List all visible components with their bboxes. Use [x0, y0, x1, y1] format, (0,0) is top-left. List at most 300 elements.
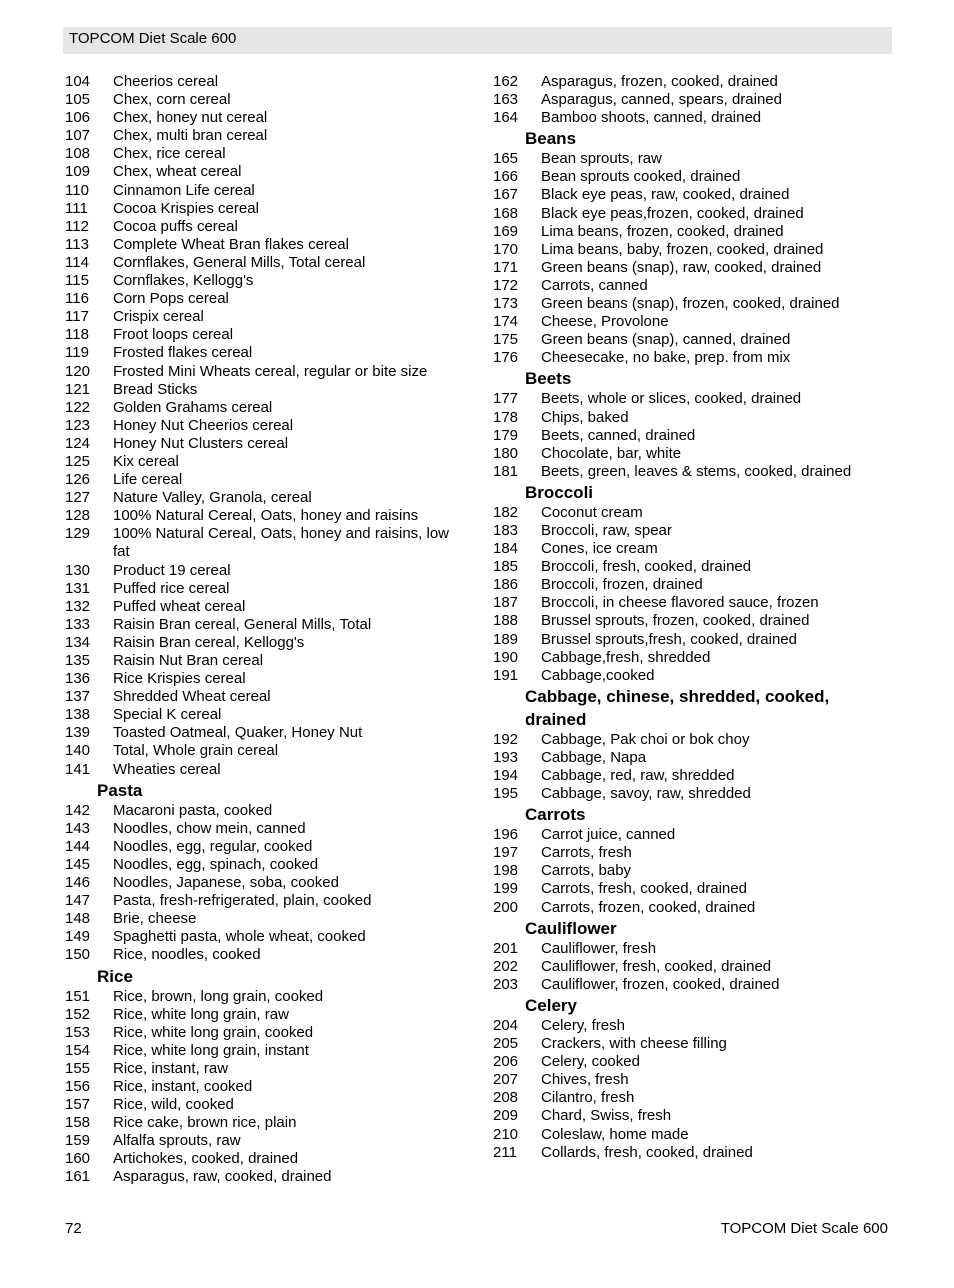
- food-name: Raisin Bran cereal, General Mills, Total: [113, 615, 372, 633]
- category-heading: Cauliflower: [525, 918, 617, 938]
- food-name: Rice, instant, raw: [113, 1059, 229, 1077]
- food-list-item: [493, 223, 893, 241]
- food-name: Noodles, chow mein, canned: [113, 819, 306, 837]
- food-name: Green beans (snap), frozen, cooked, drained: [541, 295, 840, 313]
- food-list-item: [493, 649, 893, 667]
- food-name: Puffed rice cereal: [113, 579, 230, 597]
- food-list-item: [493, 349, 893, 367]
- food-list-item: [493, 73, 893, 91]
- food-name: Chex, wheat cereal: [113, 163, 242, 181]
- food-list-item: [493, 1017, 893, 1035]
- food-code: 191: [493, 666, 519, 684]
- food-list-item: [65, 724, 465, 742]
- food-list-item: [493, 558, 893, 576]
- food-code: 129: [65, 525, 91, 543]
- food-list-item: [493, 1144, 893, 1162]
- food-name: Cauliflower, fresh, cooked, drained: [541, 957, 772, 975]
- food-list-item: [493, 631, 893, 649]
- food-list-item: [65, 1060, 465, 1078]
- food-list-item: [65, 218, 465, 236]
- food-list-item: [493, 463, 893, 481]
- food-code: 141: [65, 760, 91, 778]
- food-code: 165: [493, 150, 519, 168]
- food-name: Cabbage, Pak choi or bok choy: [541, 730, 750, 748]
- food-list-item: [65, 200, 465, 218]
- food-name: Cabbage, red, raw, shredded: [541, 767, 735, 784]
- food-code: 127: [65, 489, 91, 507]
- food-code: 199: [493, 880, 519, 898]
- food-list-item: [493, 1126, 893, 1144]
- food-name: Chex, multi bran cereal: [113, 127, 268, 145]
- food-list-item: [493, 899, 893, 917]
- food-code: 177: [493, 390, 519, 408]
- food-code: 170: [493, 240, 519, 258]
- food-name: Carrot juice, canned: [541, 826, 676, 844]
- food-code: 107: [65, 127, 91, 145]
- food-list-item: [65, 802, 465, 820]
- food-code: 194: [493, 767, 519, 784]
- food-code: 143: [65, 819, 91, 837]
- food-code: 128: [65, 507, 91, 525]
- food-name: Rice, noodles, cooked: [113, 946, 261, 964]
- food-name: Corn Pops cereal: [113, 290, 229, 308]
- food-list-item: [493, 958, 893, 976]
- food-code: 142: [65, 801, 91, 819]
- food-list-item: [493, 731, 893, 749]
- food-name: Honey Nut Clusters cereal: [113, 434, 289, 452]
- food-list-item: [65, 1114, 465, 1132]
- category-heading: Beans: [525, 129, 577, 149]
- food-code: 197: [493, 844, 519, 862]
- food-code: 154: [65, 1041, 91, 1059]
- food-name: Alfalfa sprouts, raw: [113, 1132, 241, 1150]
- food-name: Broccoli, fresh, cooked, drained: [541, 558, 752, 576]
- food-list-item: [65, 670, 465, 688]
- food-list-item: [65, 820, 465, 838]
- food-list-item: [493, 880, 893, 898]
- food-list-item: [65, 344, 465, 362]
- food-code: 166: [493, 168, 519, 186]
- food-list-item: [493, 594, 893, 612]
- food-name: Wheaties cereal: [113, 760, 221, 778]
- food-list-item: [65, 525, 465, 561]
- food-code: 137: [65, 688, 91, 706]
- food-list-item: [65, 874, 465, 892]
- food-list-item: [65, 236, 465, 254]
- food-name: Black eye peas,frozen, cooked, drained: [541, 204, 804, 222]
- food-code: 112: [65, 217, 89, 235]
- food-name: Cauliflower, fresh: [541, 939, 657, 957]
- food-name: Beets, whole or slices, cooked, drained: [541, 390, 802, 408]
- food-list-item: [493, 91, 893, 109]
- food-code: 119: [65, 344, 89, 362]
- food-name: Rice, brown, long grain, cooked: [113, 987, 324, 1005]
- food-name: Lima beans, baby, frozen, cooked, drained: [541, 240, 824, 258]
- food-code: 105: [65, 91, 91, 109]
- food-list-item: [65, 580, 465, 598]
- food-code: 175: [493, 331, 519, 349]
- food-list-item: [493, 1089, 893, 1107]
- food-list-item: [65, 1096, 465, 1114]
- food-list-item: [493, 940, 893, 958]
- food-code: 196: [493, 826, 519, 844]
- food-code: 161: [65, 1168, 91, 1186]
- food-code: 168: [493, 204, 519, 222]
- food-list-item: [65, 946, 465, 964]
- food-code: 151: [65, 987, 91, 1005]
- food-list-item: [493, 844, 893, 862]
- food-code: 133: [65, 615, 91, 633]
- food-list-item: [493, 259, 893, 277]
- food-code: 193: [493, 748, 519, 766]
- food-name: Artichokes, cooked, drained: [113, 1150, 299, 1168]
- food-list-item: [493, 331, 893, 349]
- food-name: Beets, canned, drained: [541, 426, 696, 444]
- food-name: Carrots, frozen, cooked, drained: [541, 898, 756, 916]
- food-name: Rice, wild, cooked: [113, 1096, 234, 1114]
- food-name: Rice Krispies cereal: [113, 670, 246, 688]
- food-list-item: [493, 540, 893, 558]
- food-code: 202: [493, 957, 519, 975]
- food-list-item: [493, 445, 893, 463]
- category-heading: Rice: [97, 966, 133, 986]
- food-code: 156: [65, 1077, 91, 1095]
- food-name: Cornflakes, General Mills, Total cereal: [113, 253, 366, 271]
- page-number: 72: [65, 1220, 82, 1237]
- food-list-item: [493, 390, 893, 408]
- food-code: 116: [65, 290, 89, 308]
- food-code: 136: [65, 670, 91, 688]
- food-name: Broccoli, in cheese flavored sauce, frozen: [541, 594, 819, 612]
- food-list-item: [65, 562, 465, 580]
- food-code: 210: [493, 1125, 519, 1143]
- food-name: Cabbage, savoy, raw, shredded: [541, 785, 751, 803]
- food-code: 163: [493, 91, 519, 109]
- food-code: 124: [65, 434, 91, 452]
- food-name: Cheerios cereal: [113, 73, 219, 90]
- food-name: Asparagus, frozen, cooked, drained: [541, 73, 778, 90]
- food-name: Carrots, fresh, cooked, drained: [541, 880, 747, 898]
- food-list-item: [65, 127, 465, 145]
- food-list-item: [65, 910, 465, 928]
- food-name: Total, Whole grain cereal: [113, 742, 279, 760]
- food-name: Green beans (snap), canned, drained: [541, 331, 791, 349]
- food-code: 125: [65, 452, 91, 470]
- food-code: 122: [65, 398, 91, 416]
- food-list-item: [65, 1150, 465, 1168]
- food-code: 201: [493, 939, 519, 957]
- food-name: Cabbage,fresh, shredded: [541, 648, 711, 666]
- category-heading: Pasta: [97, 780, 143, 800]
- food-list-item: [65, 598, 465, 616]
- food-code: 208: [493, 1089, 519, 1107]
- food-name: Coleslaw, home made: [541, 1125, 689, 1143]
- food-name: Nature Valley, Granola, cereal: [113, 489, 312, 507]
- food-code: 145: [65, 855, 91, 873]
- food-code: 172: [493, 276, 519, 294]
- food-code: 150: [65, 946, 91, 964]
- food-name: Chard, Swiss, fresh: [541, 1107, 672, 1125]
- food-list-item: [65, 988, 465, 1006]
- food-code: 209: [493, 1107, 519, 1125]
- food-name: Collards, fresh, cooked, drained: [541, 1143, 753, 1161]
- food-list-item: [493, 749, 893, 767]
- food-name: Lima beans, frozen, cooked, drained: [541, 222, 784, 240]
- food-name: Carrots, canned: [541, 276, 648, 294]
- food-code: 183: [493, 521, 519, 539]
- food-code: 118: [65, 326, 89, 344]
- food-name: Noodles, egg, spinach, cooked: [113, 855, 319, 873]
- food-list-item: [65, 634, 465, 652]
- food-list-item: [65, 91, 465, 109]
- food-name: Pasta, fresh-refrigerated, plain, cooked: [113, 892, 372, 910]
- food-list-item: [65, 381, 465, 399]
- food-list-item: [493, 150, 893, 168]
- food-code: 167: [493, 186, 519, 204]
- food-list-item: [493, 409, 893, 427]
- food-name: Asparagus, raw, cooked, drained: [113, 1168, 332, 1186]
- category-heading: Celery: [525, 995, 577, 1015]
- food-name: Chex, rice cereal: [113, 145, 226, 163]
- header-title: TOPCOM Diet Scale 600: [69, 30, 237, 47]
- food-name: Chex, corn cereal: [113, 91, 231, 109]
- food-code: 195: [493, 785, 519, 803]
- category-heading: Broccoli: [525, 482, 594, 502]
- food-name: Rice, white long grain, cooked: [113, 1023, 314, 1041]
- food-code: 144: [65, 837, 91, 855]
- food-list-item: [65, 1078, 465, 1096]
- food-code: 123: [65, 416, 91, 434]
- food-name: Rice cake, brown rice, plain: [113, 1114, 297, 1132]
- food-list-item: [65, 163, 465, 181]
- food-code: 152: [65, 1005, 91, 1023]
- food-name: Cilantro, fresh: [541, 1089, 635, 1107]
- food-name: Cocoa Krispies cereal: [113, 199, 259, 217]
- food-name: Raisin Bran cereal, Kellogg's: [113, 633, 305, 651]
- food-list-item: [493, 313, 893, 331]
- food-code: 106: [65, 109, 91, 127]
- food-list-item: [493, 1071, 893, 1089]
- food-code: 134: [65, 633, 91, 651]
- food-code: 174: [493, 313, 519, 331]
- food-list-item: [493, 205, 893, 223]
- food-code: 147: [65, 892, 91, 910]
- food-code: 111: [65, 199, 88, 217]
- food-list-item: [65, 435, 465, 453]
- food-name: Coconut cream: [541, 503, 643, 521]
- food-code: 140: [65, 742, 91, 760]
- food-code: 138: [65, 706, 91, 724]
- food-name: Cauliflower, frozen, cooked, drained: [541, 975, 780, 993]
- food-name: Rice, instant, cooked: [113, 1077, 253, 1095]
- food-name: Honey Nut Cheerios cereal: [113, 416, 294, 434]
- food-list-item: [65, 1042, 465, 1060]
- food-code: 171: [493, 258, 519, 276]
- food-list-item: [65, 417, 465, 435]
- food-code: 130: [65, 561, 91, 579]
- food-name: Chocolate, bar, white: [541, 444, 682, 462]
- food-code: 187: [493, 594, 519, 612]
- food-list-item: [493, 667, 893, 685]
- food-name: Rice, white long grain, instant: [113, 1041, 309, 1059]
- food-code: 178: [493, 408, 519, 426]
- food-code: 155: [65, 1059, 91, 1077]
- food-list-item: [65, 1132, 465, 1150]
- food-code: 120: [65, 362, 91, 380]
- food-name: Froot loops cereal: [113, 326, 234, 344]
- category-heading: Beets: [525, 369, 572, 389]
- food-name: Cheese, Provolone: [541, 313, 669, 331]
- food-list-item: [65, 308, 465, 326]
- food-name: Cabbage,cooked: [541, 666, 655, 684]
- food-name: Macaroni pasta, cooked: [113, 801, 273, 819]
- food-name: Cocoa puffs cereal: [113, 217, 238, 235]
- food-list-item: [493, 186, 893, 204]
- food-list-item: [493, 1053, 893, 1071]
- food-name: Noodles, Japanese, soba, cooked: [113, 874, 339, 892]
- food-name: Crispix cereal: [113, 308, 204, 326]
- food-name: Bamboo shoots, canned, drained: [541, 109, 762, 127]
- food-name: Cheesecake, no bake, prep. from mix: [541, 349, 791, 367]
- food-list-item: [65, 838, 465, 856]
- food-list-item: [493, 576, 893, 594]
- food-name: Complete Wheat Bran flakes cereal: [113, 235, 349, 253]
- food-code: 104: [65, 73, 91, 90]
- food-list-item: [493, 767, 893, 785]
- food-list-item: [493, 976, 893, 994]
- food-code: 139: [65, 724, 91, 742]
- food-code: 190: [493, 648, 519, 666]
- food-code: 192: [493, 730, 519, 748]
- food-list-item: [65, 73, 465, 91]
- food-code: 180: [493, 444, 519, 462]
- food-name: Bean sprouts, raw: [541, 150, 662, 168]
- food-code: 159: [65, 1132, 91, 1150]
- food-name: Raisin Nut Bran cereal: [113, 652, 264, 669]
- food-list-item: [493, 862, 893, 880]
- food-code: 121: [65, 380, 91, 398]
- food-code: 114: [65, 253, 89, 271]
- food-code: 113: [65, 235, 89, 253]
- food-list-item: [65, 761, 465, 779]
- food-name: Cones, ice cream: [541, 540, 658, 558]
- food-list-left-column: [65, 73, 465, 1187]
- food-list-item: [65, 652, 465, 670]
- food-list-item: [493, 785, 893, 803]
- food-code: 203: [493, 975, 519, 993]
- food-list-item: [65, 489, 465, 507]
- food-list-item: [493, 277, 893, 295]
- food-name: Product 19 cereal: [113, 561, 231, 579]
- food-list-item: [65, 616, 465, 634]
- food-list-item: [65, 1024, 465, 1042]
- food-list-item: [65, 326, 465, 344]
- food-code: 186: [493, 576, 519, 594]
- food-code: 117: [65, 308, 89, 326]
- food-name: Brussel sprouts, frozen, cooked, drained: [541, 612, 810, 630]
- food-name: Golden Grahams cereal: [113, 398, 273, 416]
- food-code: 181: [493, 462, 519, 480]
- food-code: 169: [493, 222, 519, 240]
- food-list-right-column: [493, 73, 893, 1162]
- food-name: Puffed wheat cereal: [113, 597, 246, 615]
- food-list-item: [493, 504, 893, 522]
- food-name: Special K cereal: [113, 706, 222, 724]
- food-list-item: [65, 182, 465, 200]
- category-heading: Cabbage, chinese, shredded, cooked, drained: [525, 686, 830, 729]
- food-list-item: [65, 272, 465, 290]
- food-code: 146: [65, 874, 91, 892]
- food-list-item: [493, 1107, 893, 1125]
- food-code: 188: [493, 612, 519, 630]
- category-heading: Carrots: [525, 805, 586, 825]
- food-list-item: [493, 295, 893, 313]
- food-list-item: [65, 145, 465, 163]
- food-list-item: [65, 928, 465, 946]
- food-list-item: [493, 522, 893, 540]
- food-list-item: [493, 1035, 893, 1053]
- food-list-item: [65, 688, 465, 706]
- food-code: 176: [493, 349, 519, 367]
- food-name: Brie, cheese: [113, 910, 197, 928]
- food-code: 135: [65, 652, 91, 669]
- food-name: Life cereal: [113, 471, 183, 489]
- food-list-item: [65, 892, 465, 910]
- food-code: 132: [65, 597, 91, 615]
- food-list-item: [65, 1006, 465, 1024]
- food-list-item: [493, 612, 893, 630]
- food-name: Chives, fresh: [541, 1071, 629, 1089]
- food-code: 157: [65, 1096, 91, 1114]
- food-code: 148: [65, 910, 91, 928]
- header-bar: [63, 27, 892, 54]
- food-code: 110: [65, 181, 89, 199]
- food-code: 109: [65, 163, 91, 181]
- food-name: Chex, honey nut cereal: [113, 109, 268, 127]
- food-name: Broccoli, raw, spear: [541, 521, 672, 539]
- food-code: 198: [493, 862, 519, 880]
- food-list-item: [65, 453, 465, 471]
- food-name: Celery, cooked: [541, 1053, 640, 1071]
- food-list-item: [493, 168, 893, 186]
- food-name: Frosted flakes cereal: [113, 344, 253, 362]
- food-code: 211: [493, 1143, 517, 1161]
- food-code: 204: [493, 1016, 519, 1034]
- food-name: Chips, baked: [541, 408, 629, 426]
- food-code: 189: [493, 630, 519, 648]
- food-name: 100% Natural Cereal, Oats, honey and raisins: [113, 507, 419, 525]
- food-code: 160: [65, 1150, 91, 1168]
- food-name: Green beans (snap), raw, cooked, drained: [541, 258, 822, 276]
- food-code: 206: [493, 1053, 519, 1071]
- food-list-item: [65, 399, 465, 417]
- food-name: Beets, green, leaves & stems, cooked, drained: [541, 462, 852, 480]
- food-code: 162: [493, 73, 519, 90]
- food-name: Frosted Mini Wheats cereal, regular or bite size: [113, 362, 428, 380]
- food-code: 207: [493, 1071, 519, 1089]
- food-name: 100% Natural Cereal, Oats, honey and raisins, low fat: [113, 525, 450, 561]
- food-name: Toasted Oatmeal, Quaker, Honey Nut: [113, 724, 363, 742]
- food-name: Brussel sprouts,fresh, cooked, drained: [541, 630, 797, 648]
- food-name: Cabbage, Napa: [541, 748, 647, 766]
- food-name: Spaghetti pasta, whole wheat, cooked: [113, 928, 366, 946]
- food-list-item: [65, 1168, 465, 1186]
- food-name: Asparagus, canned, spears, drained: [541, 91, 782, 109]
- food-list-item: [493, 241, 893, 259]
- food-list-item: [65, 856, 465, 874]
- food-code: 153: [65, 1023, 91, 1041]
- food-list-item: [65, 742, 465, 760]
